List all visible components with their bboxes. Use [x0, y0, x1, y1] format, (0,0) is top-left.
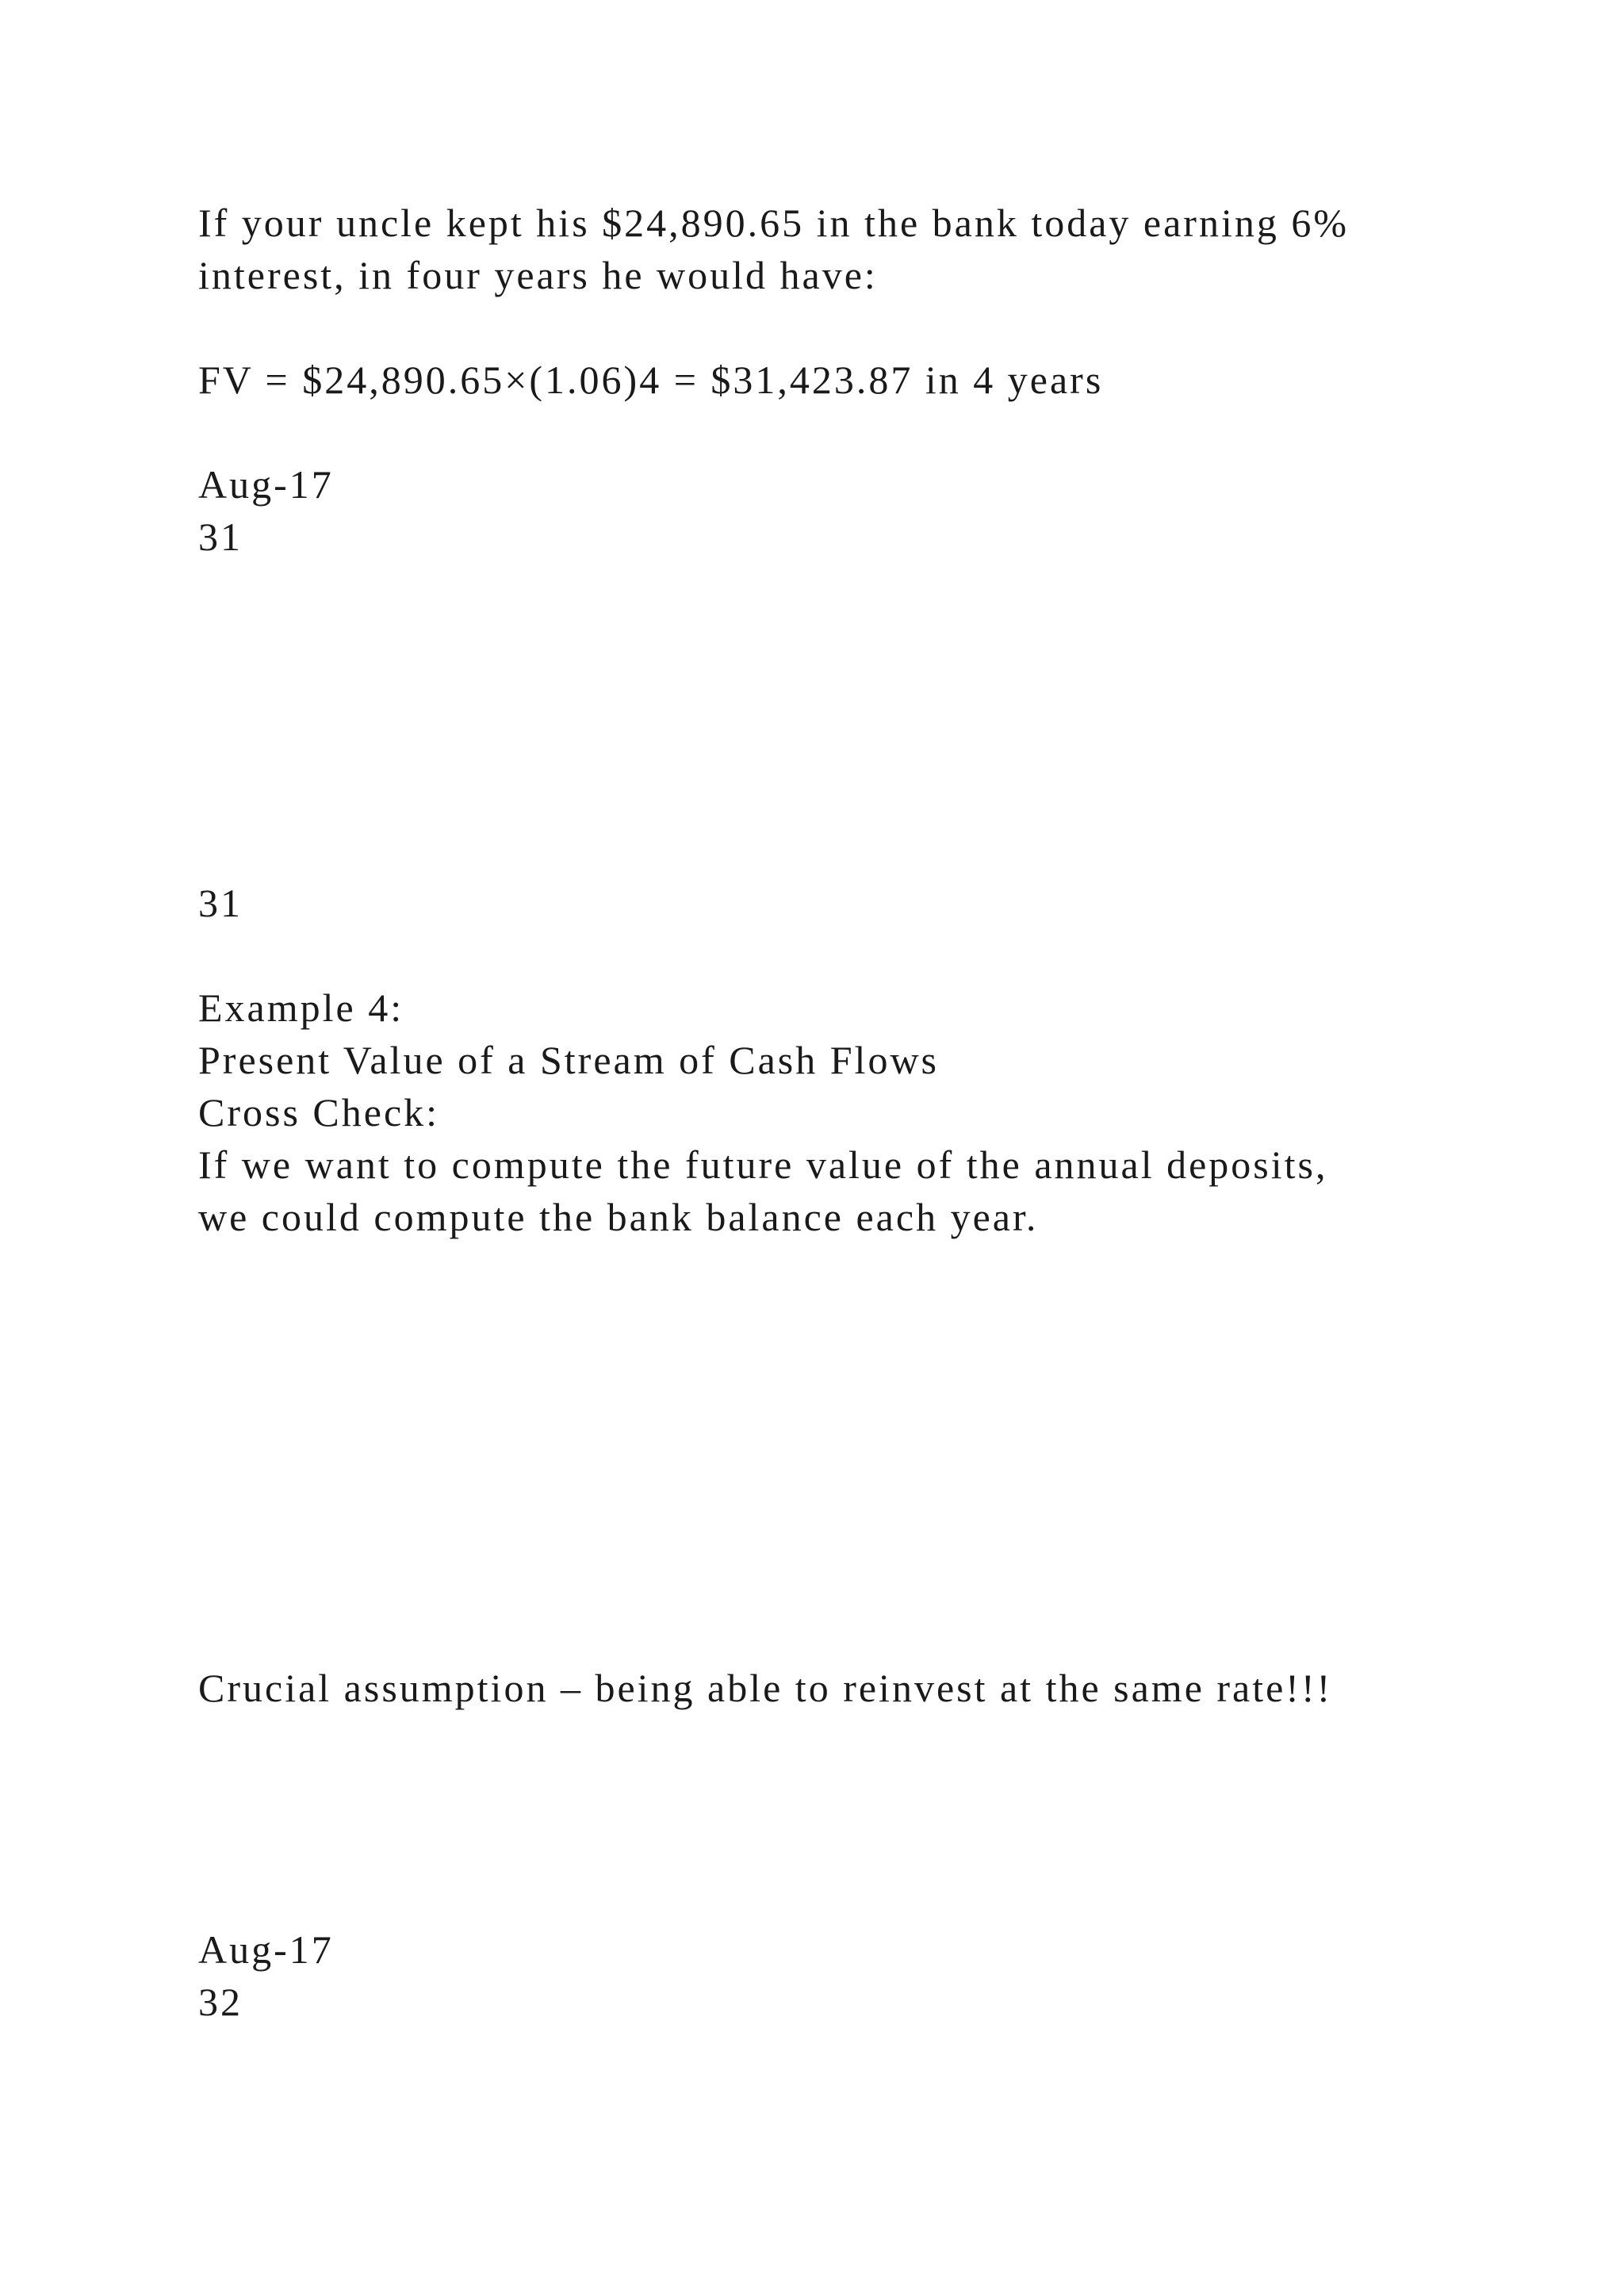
footer-date: Aug-17: [198, 1927, 334, 1972]
intro-paragraph-line-1: If your uncle kept his $24,890.65 in the bank today earning 6%: [198, 201, 1349, 245]
slide-number: 31: [198, 881, 243, 925]
example-body-line-1: If we want to compute the future value of the annual deposits,: [198, 1142, 1328, 1187]
example-title: Present Value of a Stream of Cash Flows: [198, 1038, 940, 1082]
intro-paragraph-line-2: interest, in four years he would have:: [198, 253, 878, 297]
example-heading: Example 4:: [198, 985, 404, 1030]
footer-date: Aug-17: [198, 462, 334, 507]
example-body-line-2: we could compute the bank balance each year.: [198, 1195, 1039, 1239]
footer-page-number: 31: [198, 515, 243, 559]
future-value-formula: FV = $24,890.65×(1.06)4 = $31,423.87 in 4 years: [198, 358, 1104, 402]
crucial-assumption-text: Crucial assumption – being able to reinvest at the same rate!!!: [198, 1666, 1333, 1710]
cross-check-heading: Cross Check:: [198, 1090, 440, 1135]
footer-page-number: 32: [198, 1980, 243, 2024]
